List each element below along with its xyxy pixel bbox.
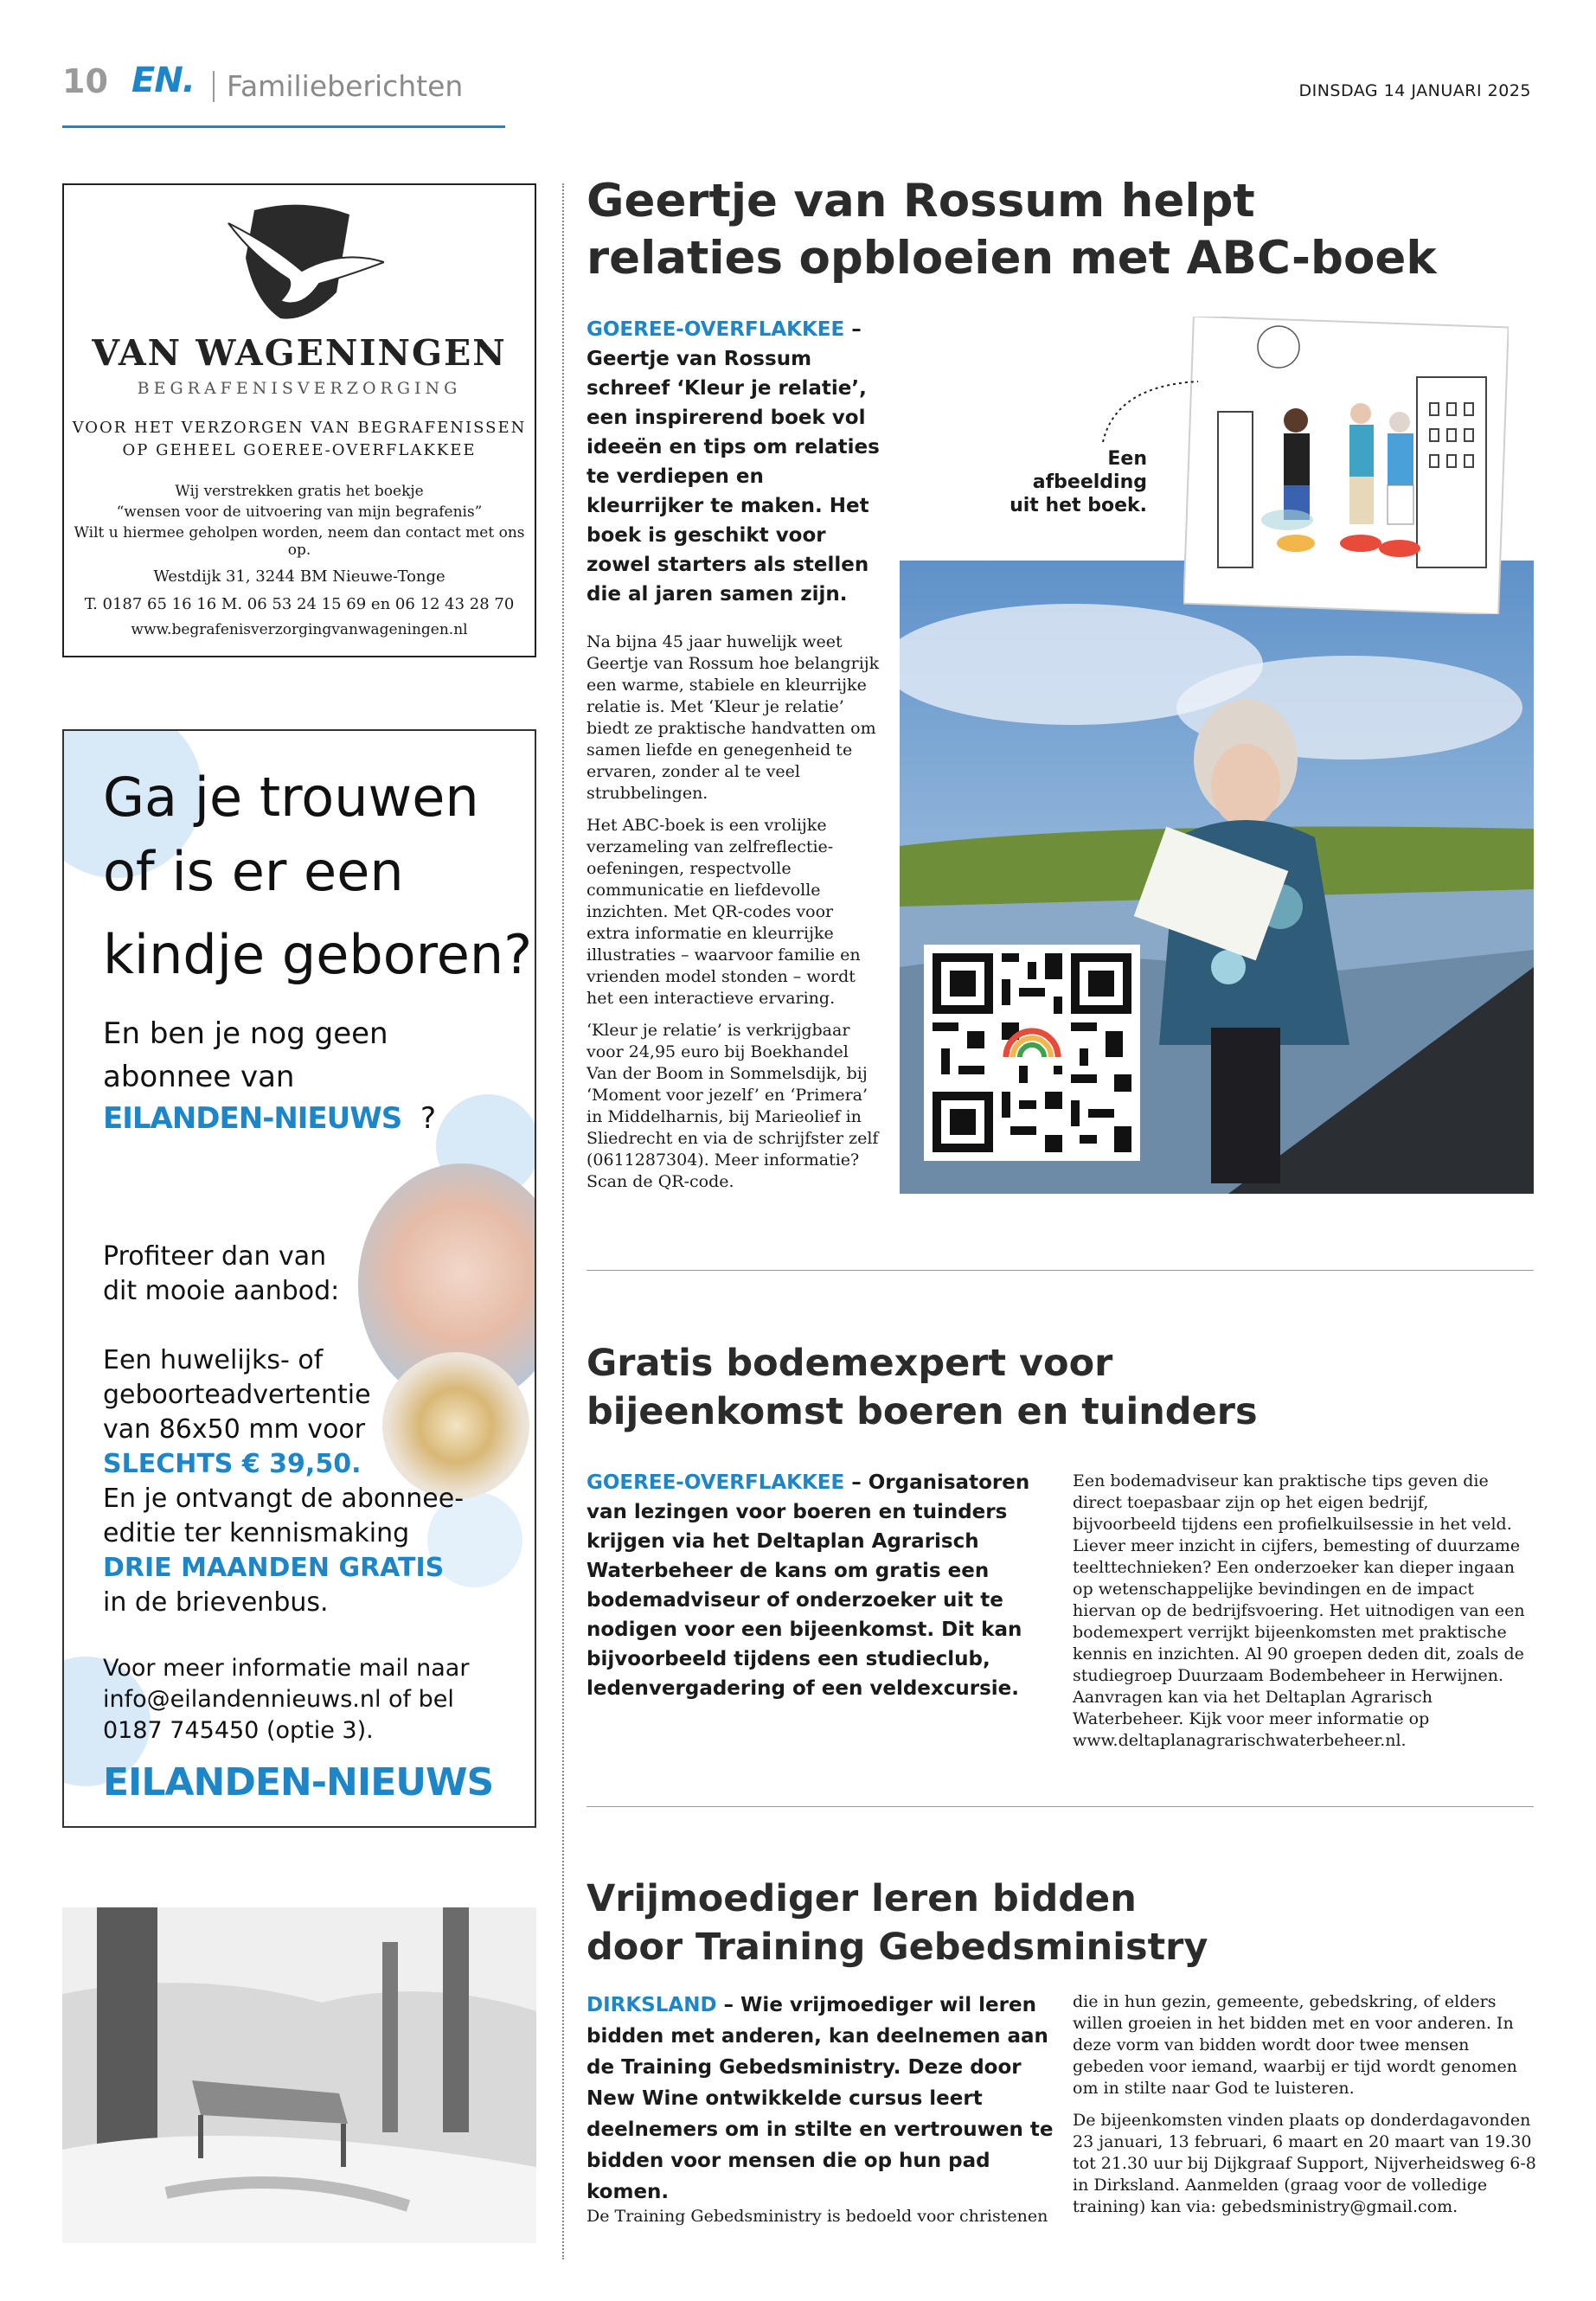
article-3-lead-text: – Wie vrijmoediger wil leren bidden met anderen, kan deelnemen aan de Training Gebedsministry. Deze door New Wine ontwikkelde cursus leert deelnemers om in stilte en vertrouwen te bidden voor mensen die op hun pad komen. <box>586 1994 1054 2203</box>
header-underline <box>62 125 505 128</box>
ad-prompt-1: En ben je nog geen <box>103 1016 388 1051</box>
article-3-headline: door Training Gebedsministry <box>586 1926 1208 1969</box>
book-illustration <box>1183 317 1509 614</box>
deal-line: Een huwelijks- of <box>103 1345 324 1375</box>
newspaper-logo[interactable]: EN. <box>131 61 195 100</box>
ad-headline-3: kindje geboren? <box>103 923 533 986</box>
article-1-place: GOEREE-OVERFLAKKEE <box>586 318 845 341</box>
article-paragraph: De bijeenkomsten vinden plaats op donderdagavonden 23 januari, 13 februari, 6 maart en 20 maart van 19.30 tot 21.30 uur bij Dijkgraaf Support, Nijverheidsweg 6-8 in Dirksland. Aanmelden (graag voor de volledige training) kan via: gebedsministry@gmail.com. <box>1073 2111 1536 2216</box>
ad-headline-2: of is er een <box>103 840 404 903</box>
article-3-headline: Vrijmoediger leren bidden <box>586 1877 1137 1920</box>
photo-caption <box>995 447 1147 517</box>
article-2-headline: bijeenkomst boeren en tuinders <box>586 1390 1258 1433</box>
deal-line: in de brievenbus. <box>103 1587 329 1618</box>
article-1-body <box>586 631 881 1203</box>
article-paragraph: Het ABC-boek is een vrolijke verzameling van zelfreflectie-oefeningen, respectvolle communicatie en liefdevolle inzichten. Met QR-codes voor extra informatie en kleurrijke illustraties – waarvoor familie en vrienden model stonden – wordt het een interactieve ervaring. <box>586 816 861 1008</box>
article-separator <box>586 1806 1534 1807</box>
ad-prompt-2: abonnee van <box>103 1060 295 1094</box>
caption-line: uit het boek. <box>1010 495 1147 516</box>
article-1-lead <box>586 315 881 609</box>
offer-line: Profiteer dan van <box>103 1241 327 1272</box>
ad-van-wageningen <box>62 183 536 657</box>
info-line: Voor meer informatie mail naar <box>103 1655 470 1682</box>
company-tagline-1: VOOR HET VERZORGEN VAN BEGRAFENISSEN <box>72 419 527 437</box>
ad-eilanden-nieuws <box>62 729 536 1828</box>
qr-code[interactable] <box>924 945 1140 1161</box>
caption-line: Een afbeelding <box>1032 448 1147 493</box>
article-3-lead <box>586 1990 1054 2208</box>
article-separator <box>586 1270 1534 1271</box>
ad-headline-1: Ga je trouwen <box>103 766 479 829</box>
deal-line: van 86x50 mm voor <box>103 1414 366 1445</box>
column-divider <box>562 183 564 2259</box>
article-3-place: DIRKSLAND <box>586 1994 717 2016</box>
article-1-lead-text: – Geertje van Rossum schreef ‘Kleur je relatie’, een inspirerend boek vol ideeën en tips om relaties te verdiepen en kleurrijker te maken. Het boek is geschikt voor zowel starters als stellen die al jaren samen zijn. <box>586 318 880 606</box>
deal-line: editie ter kennismaking <box>103 1518 410 1548</box>
article-paragraph: ‘Kleur je relatie’ is verkrijgbaar voor 24,95 euro bij Boekhandel Van der Boom in Sommelsdijk, bij ‘Moment voor jezelf’ en ‘Primera’ in Middelharnis, bij Marieolief in Sliedrecht en via de schrijfster zelf (0611287304). Meer informatie? Scan de QR-code. <box>586 1021 879 1191</box>
deal-price: SLECHTS € 39,50. <box>103 1449 362 1479</box>
winter-forest-photo <box>62 1907 536 2243</box>
info-email[interactable]: info@eilandennieuws.nl of bel <box>103 1686 454 1713</box>
article-paragraph: Na bijna 45 jaar huwelijk weet Geertje van Rossum hoe belangrijk een warme, stabiele en kleurrijke relatie is. Met ‘Kleur je relatie’ biedt ze praktische handvatten om samen liefde en genegenheid te ervaren, zonder al te veel strubbelingen. <box>586 632 880 803</box>
article-2-body: Een bodemadviseur kan praktische tips geven die direct toepasbaar zijn op het eigen bedrijf, bijvoorbeeld tijdens een profielkuilsessie in het veld. Liever meer inzicht in cijfers, bemesting of duurzame teelttechnieken? Een onderzoeker kan dieper ingaan op wetenschappelijke bevindingen en de impact hiervan op de bedrijfsvoering. Het uitnodigen van een bodemexpert verrijkt bijeenkomsten met praktische kennis en inzichten. Al 90 groepen deden dit, zoals de studiegroep Duurzaam Bodembeheer in Herwijnen. Aanvragen kan via het Deltaplan Agrarisch Waterbeheer. Kijk voor meer informatie op www.deltaplanagrarischwaterbeheer.nl. <box>1073 1471 1525 1750</box>
caption-pointer-icon <box>1099 377 1202 446</box>
article-2-lead-text: – Organisatoren van lezingen voor boeren en tuinders krijgen via het Deltaplan Agrarisch Waterbeheer de kans om gratis een bodemadviseur of onderzoeker uit te nodigen voor een bijeenkomst. Dit kan bijvoorbeeld tijdens een studieclub, ledenvergadering of een veldexcursie. <box>586 1471 1030 1700</box>
company-phones: T. 0187 65 16 16 M. 06 53 24 15 69 en 06 12 43 28 70 <box>84 595 515 613</box>
article-3-body-start: De Training Gebedsministry is bedoeld voor christenen <box>586 2207 1048 2226</box>
deal-free: DRIE MAANDEN GRATIS <box>103 1553 445 1583</box>
company-website[interactable]: www.begrafenisverzorgingvanwageningen.nl <box>131 621 468 638</box>
ad-body-line: “wensen voor de uitvoering van mijn begrafenis” <box>116 503 483 521</box>
info-phone: 0187 745450 (optie 3). <box>103 1717 374 1744</box>
ad-body-line: Wij verstrekken gratis het boekje <box>175 483 424 500</box>
ad-body-line: Wilt u hiermee geholpen worden, neem dan contact met ons op. <box>74 524 525 559</box>
section-title: Familieberichten <box>227 69 464 103</box>
company-subtitle: BEGRAFENISVERZORGING <box>137 379 462 398</box>
header-separator <box>213 71 215 102</box>
brand-wordmark: EILANDEN-NIEUWS <box>103 1101 402 1136</box>
company-tagline-2: OP GEHEEL GOEREE-OVERFLAKKEE <box>122 441 477 459</box>
article-2-headline: Gratis bodemexpert voor <box>586 1342 1113 1385</box>
offer-line: dit mooie aanbod: <box>103 1276 340 1306</box>
deal-line: geboorteadvertentie <box>103 1380 371 1410</box>
brand-wordmark-footer: EILANDEN-NIEUWS <box>103 1760 494 1804</box>
wedding-rings-photo <box>382 1352 529 1499</box>
company-name: VAN WAGENINGEN <box>92 332 507 374</box>
article-1-headline: relaties opbloeien met ABC-boek <box>586 232 1437 285</box>
article-3-body <box>1073 1991 1540 2228</box>
issue-date: DINSDAG 14 JANUARI 2025 <box>1298 81 1531 100</box>
article-1-headline: Geertje van Rossum helpt <box>586 175 1255 228</box>
dove-logo-icon <box>220 197 384 327</box>
page-number: 10 <box>62 62 108 100</box>
question-mark: ? <box>420 1101 437 1136</box>
deal-line: En je ontvangt de abonnee- <box>103 1484 465 1514</box>
article-2-lead <box>586 1468 1054 1703</box>
article-2-place: GOEREE-OVERFLAKKEE <box>586 1471 845 1494</box>
article-paragraph: die in hun gezin, gemeente, gebedskring, of elders willen groeien in het bidden met en voor anderen. In deze vorm van bidden wordt door twee mensen gebeden voor iemand, waarbij er tijd wordt genomen om in stilte naar God te luisteren. <box>1073 1992 1517 2098</box>
company-address: Westdijk 31, 3244 BM Nieuwe-Tonge <box>153 567 445 586</box>
